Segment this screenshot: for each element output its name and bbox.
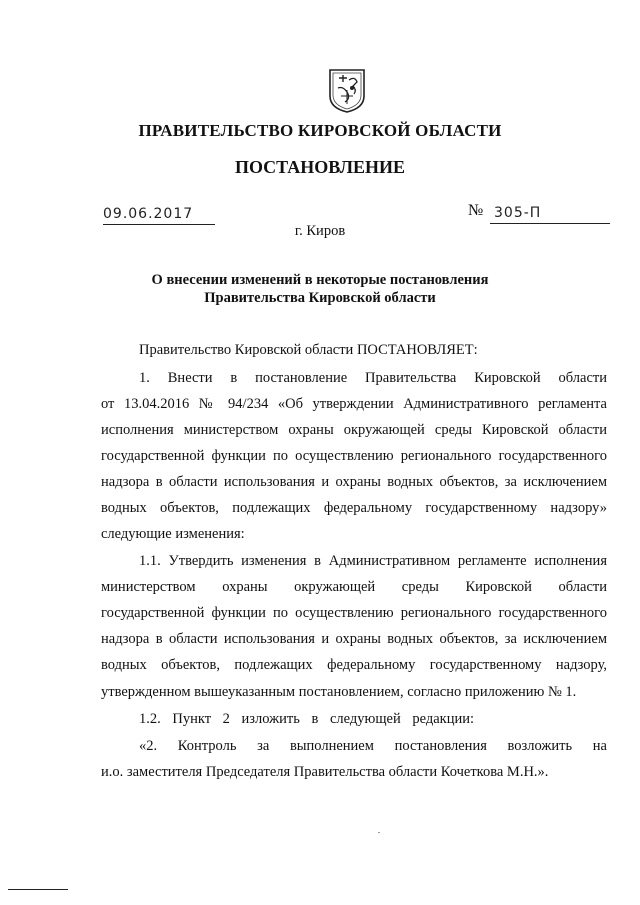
document-type-title: ПОСТАНОВЛЕНИЕ bbox=[234, 157, 406, 177]
subject-line: Правительства Кировской области bbox=[204, 290, 436, 306]
paragraph-line: утвержденном вышеуказанным постановлением, согласно приложению № 1. bbox=[101, 684, 577, 700]
paragraph-line: «2. Контроль за выполнением постановления возложить на bbox=[139, 738, 607, 754]
coat-of-arms-emblem bbox=[327, 66, 367, 114]
paragraph-line: и.о. заместителя Председателя Правительства области Кочеткова М.Н.». bbox=[101, 764, 549, 780]
paragraph-line: 1.2. Пункт 2 изложить в следующей редакции: bbox=[139, 711, 475, 727]
subject-line: О внесении изменений в некоторые постановления bbox=[151, 272, 489, 288]
footer-rule bbox=[8, 889, 68, 890]
paragraph-line: водных объектов, подлежащих федеральному государственному надзору, bbox=[101, 657, 607, 673]
paragraph-line: министерством охраны окружающей среды Кировской области bbox=[101, 579, 607, 595]
document-subject bbox=[0, 271, 640, 307]
paragraph-line: водных объектов, подлежащих федеральному государственному надзору» bbox=[101, 500, 607, 516]
scan-speck bbox=[378, 832, 380, 833]
document-date: 09.06.2017 bbox=[103, 206, 194, 222]
paragraph-line: надзора в области использования и охраны водных объектов, за исключением bbox=[101, 631, 607, 647]
document-number: 305-П bbox=[494, 205, 542, 221]
government-title: ПРАВИТЕЛЬСТВО КИРОВСКОЙ ОБЛАСТИ bbox=[138, 121, 502, 140]
paragraph-line: государственной функции по осуществлению регионального государственного bbox=[101, 605, 607, 621]
paragraph-line: от 13.04.2016 № 94/234 «Об утверждении Административного регламента bbox=[101, 396, 607, 412]
city-line: г. Киров bbox=[294, 223, 346, 239]
paragraph-line: исполнения министерством охраны окружающей среды Кировской области bbox=[101, 422, 607, 438]
paragraph-line: государственной функции по осуществлению регионального государственного bbox=[101, 448, 607, 464]
paragraph-line: 1. Внести в постановление Правительства Кировской области bbox=[139, 370, 607, 386]
paragraph-line: надзора в области использования и охраны водных объектов, за исключением bbox=[101, 474, 607, 490]
number-sign: № bbox=[468, 202, 484, 219]
preamble: Правительство Кировской области ПОСТАНОВЛЯЕТ: bbox=[139, 342, 478, 358]
paragraph-line: 1.1. Утвердить изменения в Административном регламенте исполнения bbox=[139, 553, 607, 569]
paragraph-line: следующие изменения: bbox=[101, 526, 245, 542]
